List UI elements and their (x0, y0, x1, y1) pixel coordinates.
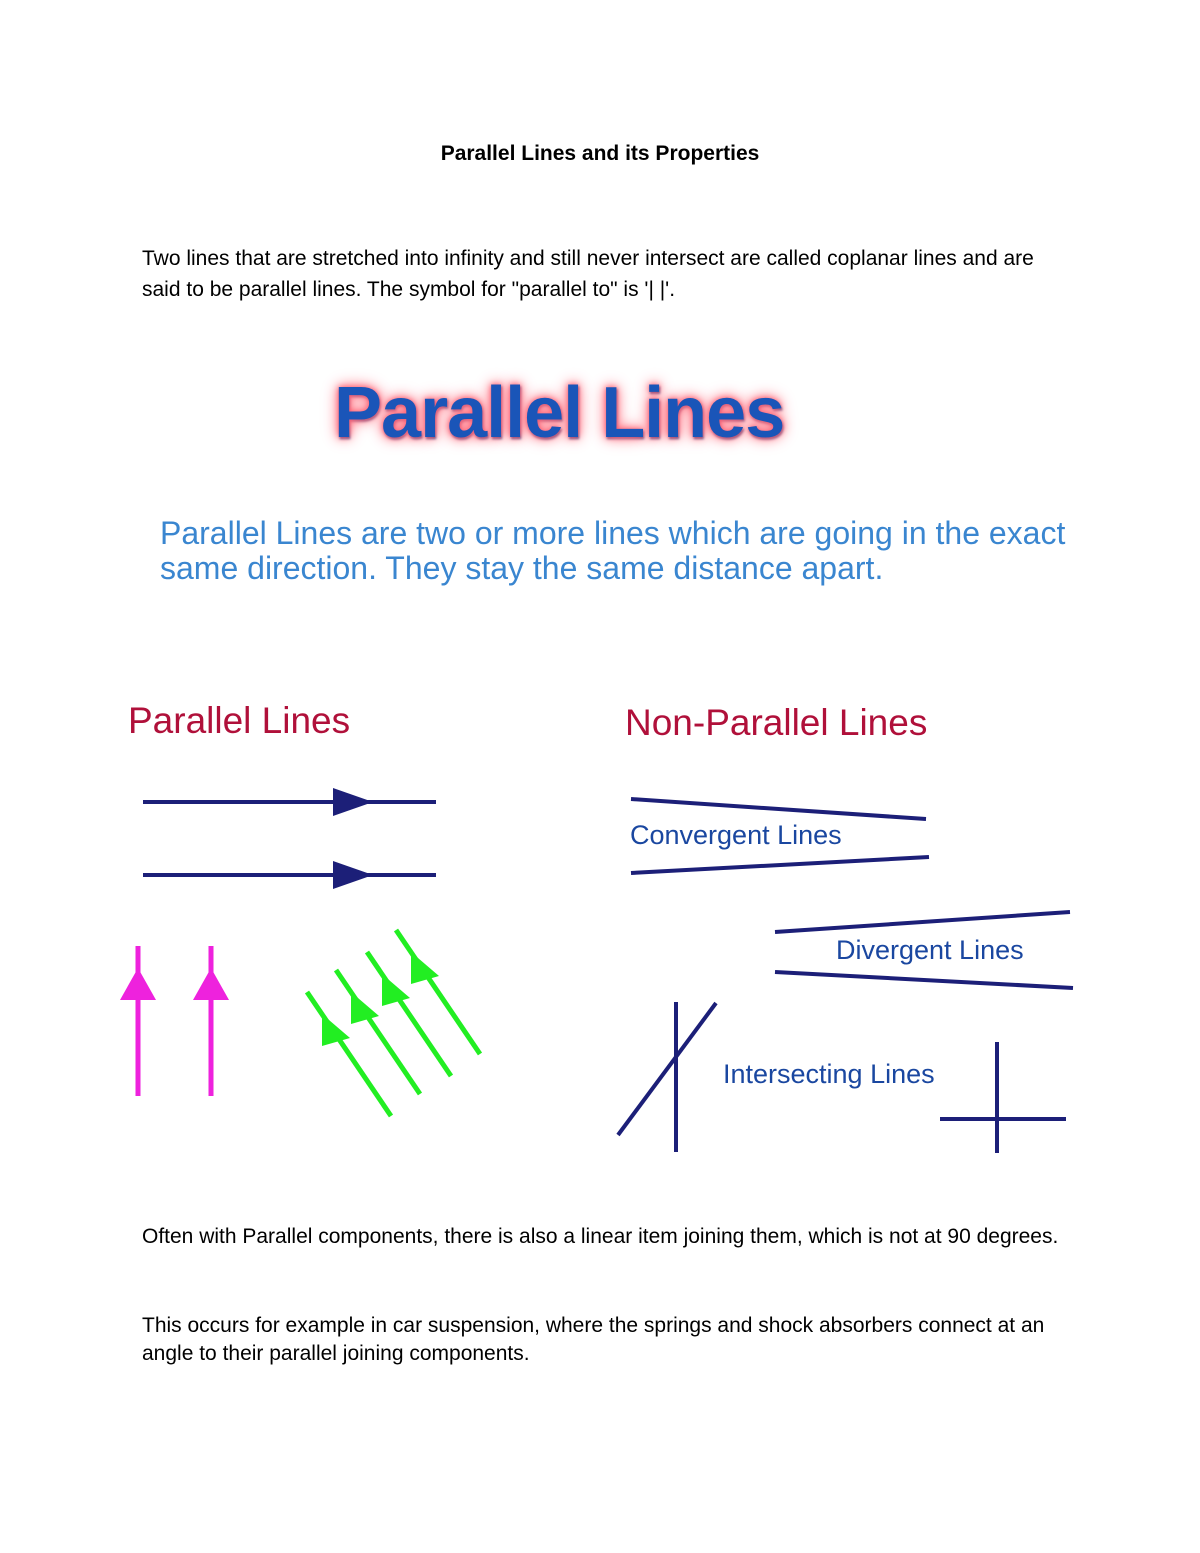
diagonal-line-3 (367, 952, 451, 1076)
convergent-line-bottom (631, 857, 929, 873)
horizontal-parallel-lines (143, 788, 436, 889)
divergent-line-top (775, 912, 1070, 932)
diagonal-arrowhead-4 (411, 952, 439, 984)
diagonal-arrowhead-1 (322, 1014, 350, 1046)
vertical-arrowhead-1 (120, 968, 156, 1000)
diagonal-line-1 (307, 992, 391, 1116)
intersecting-line-slanted (618, 1003, 716, 1135)
intro-paragraph: Two lines that are stretched into infinity and still never intersect are called coplanar lines and are said to be parallel lines. The symbol for "parallel to" is '| |'. (142, 247, 1034, 301)
figure-definition: Parallel Lines are two or more lines which are going in the exact same direction. They stay the same distance apart. (160, 515, 1066, 586)
vertical-parallel-lines (120, 946, 229, 1096)
parallel-lines-heading: Parallel Lines (128, 700, 351, 741)
diagonal-line-4 (396, 930, 480, 1054)
horizontal-arrowhead-1 (333, 788, 373, 816)
vertical-arrowhead-2 (193, 968, 229, 1000)
page-title: Parallel Lines and its Properties (440, 142, 760, 165)
convergent-line-top (631, 799, 926, 819)
paragraph-suspension: This occurs for example in car suspension, where the springs and shock absorbers connect at an angle to their parallel joining components. (142, 1314, 1045, 1365)
convergent-lines-label: Convergent Lines (630, 820, 842, 850)
intersecting-lines-right (940, 1042, 1066, 1153)
intersecting-lines-left (618, 1002, 716, 1152)
diagonal-line-2 (336, 970, 420, 1094)
figure-banner: Parallel Lines (334, 373, 785, 453)
diagonal-arrowhead-2 (351, 992, 379, 1024)
divergent-line-bottom (775, 972, 1073, 988)
horizontal-arrowhead-2 (333, 861, 373, 889)
divergent-lines-label: Divergent Lines (836, 935, 1024, 965)
intersecting-lines-label: Intersecting Lines (723, 1059, 935, 1089)
diagonal-parallel-lines (307, 930, 480, 1116)
paragraph-components: Often with Parallel components, there is also a linear item joining them, which is not at 90 degrees. (142, 1225, 1059, 1248)
diagonal-arrowhead-3 (382, 974, 410, 1006)
non-parallel-lines-heading: Non-Parallel Lines (625, 702, 928, 743)
